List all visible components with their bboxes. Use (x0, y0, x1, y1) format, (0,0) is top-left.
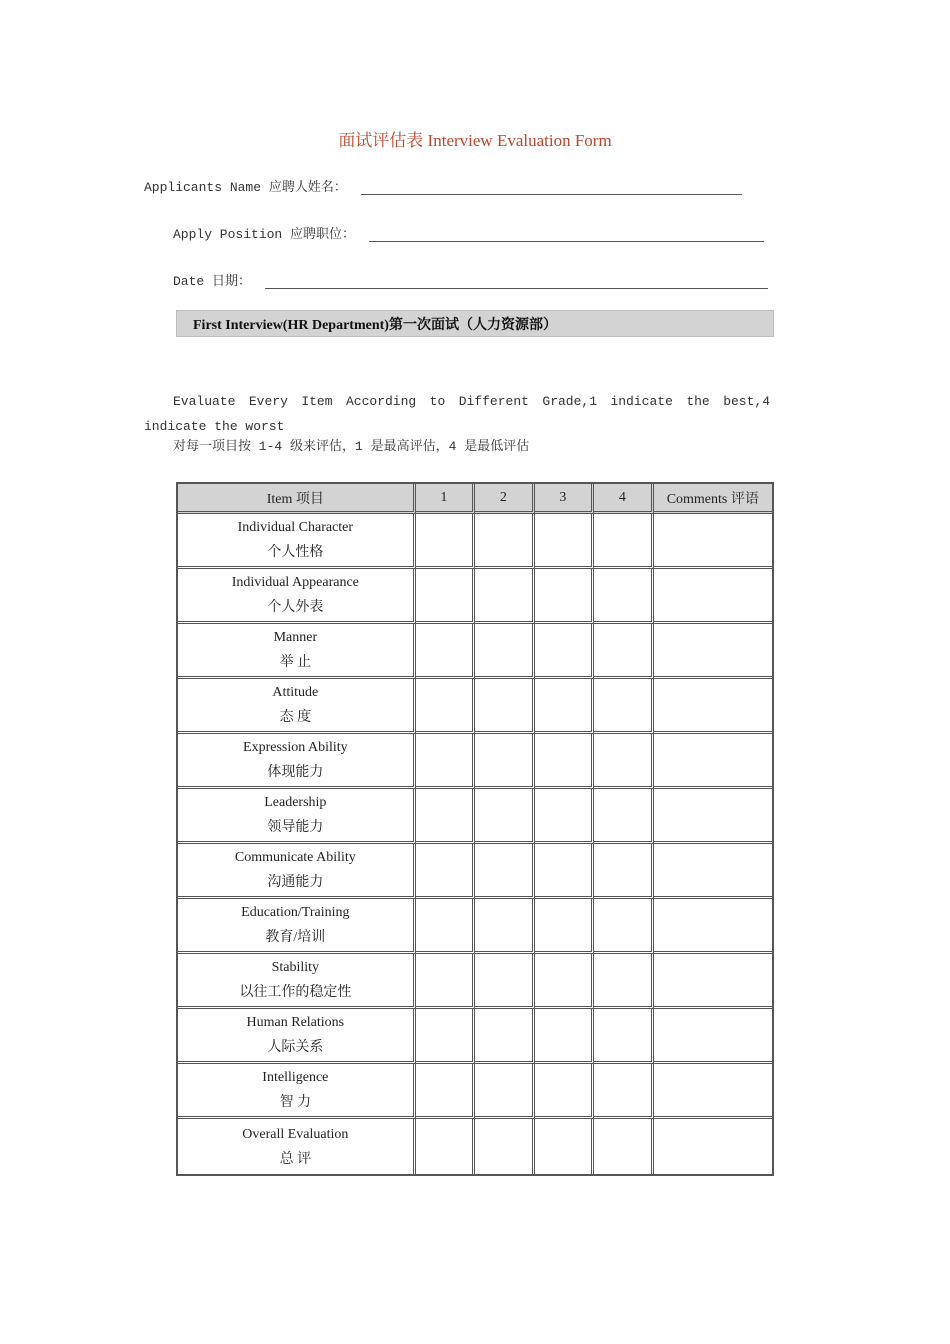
comments-cell[interactable] (654, 679, 772, 734)
header-grade-1: 1 (416, 484, 475, 514)
item-cell (178, 679, 416, 734)
item-name-en: Attitude (272, 685, 319, 700)
grade-2-cell[interactable] (475, 569, 534, 624)
table-row (178, 514, 772, 569)
grade-1-cell[interactable] (416, 954, 475, 1009)
grade-4-cell[interactable] (594, 624, 653, 679)
comments-cell[interactable] (654, 789, 772, 844)
item-cell (178, 514, 416, 569)
grade-4-cell[interactable] (594, 734, 653, 789)
comments-cell[interactable] (654, 1009, 772, 1064)
grade-4-cell[interactable] (594, 1064, 653, 1119)
item-cell (178, 1064, 416, 1119)
comments-cell[interactable] (654, 844, 772, 899)
grade-1-cell[interactable] (416, 789, 475, 844)
item-name-cn: 个人外表 (267, 600, 324, 615)
grade-3-cell[interactable] (535, 844, 594, 899)
grade-3-cell[interactable] (535, 1119, 594, 1174)
item-cell (178, 844, 416, 899)
comments-cell[interactable] (654, 514, 772, 569)
grade-4-cell[interactable] (594, 789, 653, 844)
table-row (178, 844, 772, 899)
grade-3-cell[interactable] (535, 514, 594, 569)
evaluation-table (176, 482, 774, 1176)
item-name-cn: 态 度 (279, 710, 312, 725)
comments-cell[interactable] (654, 954, 772, 1009)
table-row (178, 734, 772, 789)
comments-cell[interactable] (654, 899, 772, 954)
item-name-cn: 个人性格 (267, 545, 324, 560)
item-name-en: Stability (271, 960, 320, 975)
item-cell (178, 734, 416, 789)
grade-3-cell[interactable] (535, 1064, 594, 1119)
table-row (178, 789, 772, 844)
comments-cell[interactable] (654, 1119, 772, 1174)
grade-1-cell[interactable] (416, 1064, 475, 1119)
grade-1-cell[interactable] (416, 569, 475, 624)
applicant-name-input-line[interactable] (361, 180, 742, 195)
item-cell (178, 789, 416, 844)
grade-4-cell[interactable] (594, 569, 653, 624)
item-name-en: Leadership (264, 795, 327, 810)
item-cell (178, 1119, 416, 1174)
table-row (178, 624, 772, 679)
grade-4-cell[interactable] (594, 954, 653, 1009)
item-name-en: Intelligence (262, 1070, 329, 1085)
item-name-cn: 总 评 (279, 1151, 312, 1167)
apply-position-field (173, 223, 764, 242)
grade-4-cell[interactable] (594, 1009, 653, 1064)
section-header: First Interview(HR Department)第一次面试（人力资源部） (176, 310, 774, 337)
table-row (178, 899, 772, 954)
header-item: Item 项目 (178, 484, 416, 514)
form-title: 面试评估表 Interview Evaluation Form (338, 131, 612, 150)
item-cell (178, 899, 416, 954)
grade-1-cell[interactable] (416, 1119, 475, 1174)
apply-position-input-line[interactable] (369, 227, 764, 242)
item-name-cn: 人际关系 (267, 1040, 324, 1055)
item-name-cn: 举 止 (279, 655, 312, 670)
item-name-en: Individual Character (237, 520, 354, 535)
item-name-cn: 教育/培训 (265, 930, 326, 945)
grade-3-cell[interactable] (535, 789, 594, 844)
grade-2-cell[interactable] (475, 1119, 534, 1174)
grade-3-cell[interactable] (535, 1009, 594, 1064)
grade-2-cell[interactable] (475, 954, 534, 1009)
grade-4-cell[interactable] (594, 679, 653, 734)
item-name-en: Manner (273, 630, 318, 645)
date-field (173, 270, 768, 289)
item-name-en: Communicate Ability (234, 850, 356, 865)
item-name-cn: 以往工作的稳定性 (239, 985, 352, 1000)
grade-2-cell[interactable] (475, 1064, 534, 1119)
item-name-en: Individual Appearance (231, 575, 359, 590)
grade-3-cell[interactable] (535, 954, 594, 1009)
grade-2-cell[interactable] (475, 1009, 534, 1064)
table-row (178, 1119, 772, 1174)
header-grade-2: 2 (475, 484, 534, 514)
grade-2-cell[interactable] (475, 734, 534, 789)
item-name-en: Expression Ability (243, 740, 348, 755)
grade-3-cell[interactable] (535, 899, 594, 954)
grade-2-cell[interactable] (475, 844, 534, 899)
header-grade-4: 4 (594, 484, 653, 514)
table-header-row (178, 484, 772, 514)
grade-1-cell[interactable] (416, 679, 475, 734)
item-cell (178, 624, 416, 679)
applicant-name-label: Applicants Name 应聘人姓名： (144, 180, 347, 195)
grade-4-cell[interactable] (594, 1119, 653, 1174)
item-name-cn: 沟通能力 (267, 875, 324, 890)
grade-1-cell[interactable] (416, 624, 475, 679)
grade-1-cell[interactable] (416, 514, 475, 569)
grade-2-cell[interactable] (475, 679, 534, 734)
item-cell (178, 1009, 416, 1064)
grade-3-cell[interactable] (535, 734, 594, 789)
grade-2-cell[interactable] (475, 624, 534, 679)
item-name-cn: 智 力 (279, 1095, 312, 1110)
table-row (178, 954, 772, 1009)
instruction-english: Evaluate Every Item According to Different Grade,1 indicate the best,4 indicate the worst (144, 394, 770, 434)
header-comments: Comments 评语 (654, 484, 772, 514)
grade-2-cell[interactable] (475, 514, 534, 569)
item-cell (178, 954, 416, 1009)
table-row (178, 1064, 772, 1119)
item-name-en: Overall Evaluation (242, 1126, 349, 1142)
item-name-en: Human Relations (246, 1015, 345, 1030)
comments-cell[interactable] (654, 569, 772, 624)
grade-4-cell[interactable] (594, 844, 653, 899)
table-row (178, 569, 772, 624)
grade-2-cell[interactable] (475, 899, 534, 954)
applicant-name-field (144, 176, 742, 195)
date-input-line[interactable] (265, 274, 768, 289)
table-row (178, 679, 772, 734)
grade-1-cell[interactable] (416, 1009, 475, 1064)
grade-1-cell[interactable] (416, 899, 475, 954)
apply-position-label: Apply Position 应聘职位： (173, 227, 356, 242)
instruction-chinese: 对每一项目按 1-4 级来评估，1 是最高评估，4 是最低评估 (173, 439, 530, 454)
comments-cell[interactable] (654, 1064, 772, 1119)
item-name-cn: 体现能力 (267, 765, 324, 780)
date-label: Date 日期： (173, 274, 252, 289)
grade-1-cell[interactable] (416, 734, 475, 789)
grade-4-cell[interactable] (594, 899, 653, 954)
item-name-cn: 领导能力 (267, 820, 324, 835)
grade-3-cell[interactable] (535, 679, 594, 734)
header-grade-3: 3 (535, 484, 594, 514)
comments-cell[interactable] (654, 734, 772, 789)
item-cell (178, 569, 416, 624)
grade-4-cell[interactable] (594, 514, 653, 569)
grade-3-cell[interactable] (535, 569, 594, 624)
grade-2-cell[interactable] (475, 789, 534, 844)
grade-1-cell[interactable] (416, 844, 475, 899)
item-name-en: Education/Training (241, 905, 350, 920)
comments-cell[interactable] (654, 624, 772, 679)
grade-3-cell[interactable] (535, 624, 594, 679)
table-row (178, 1009, 772, 1064)
